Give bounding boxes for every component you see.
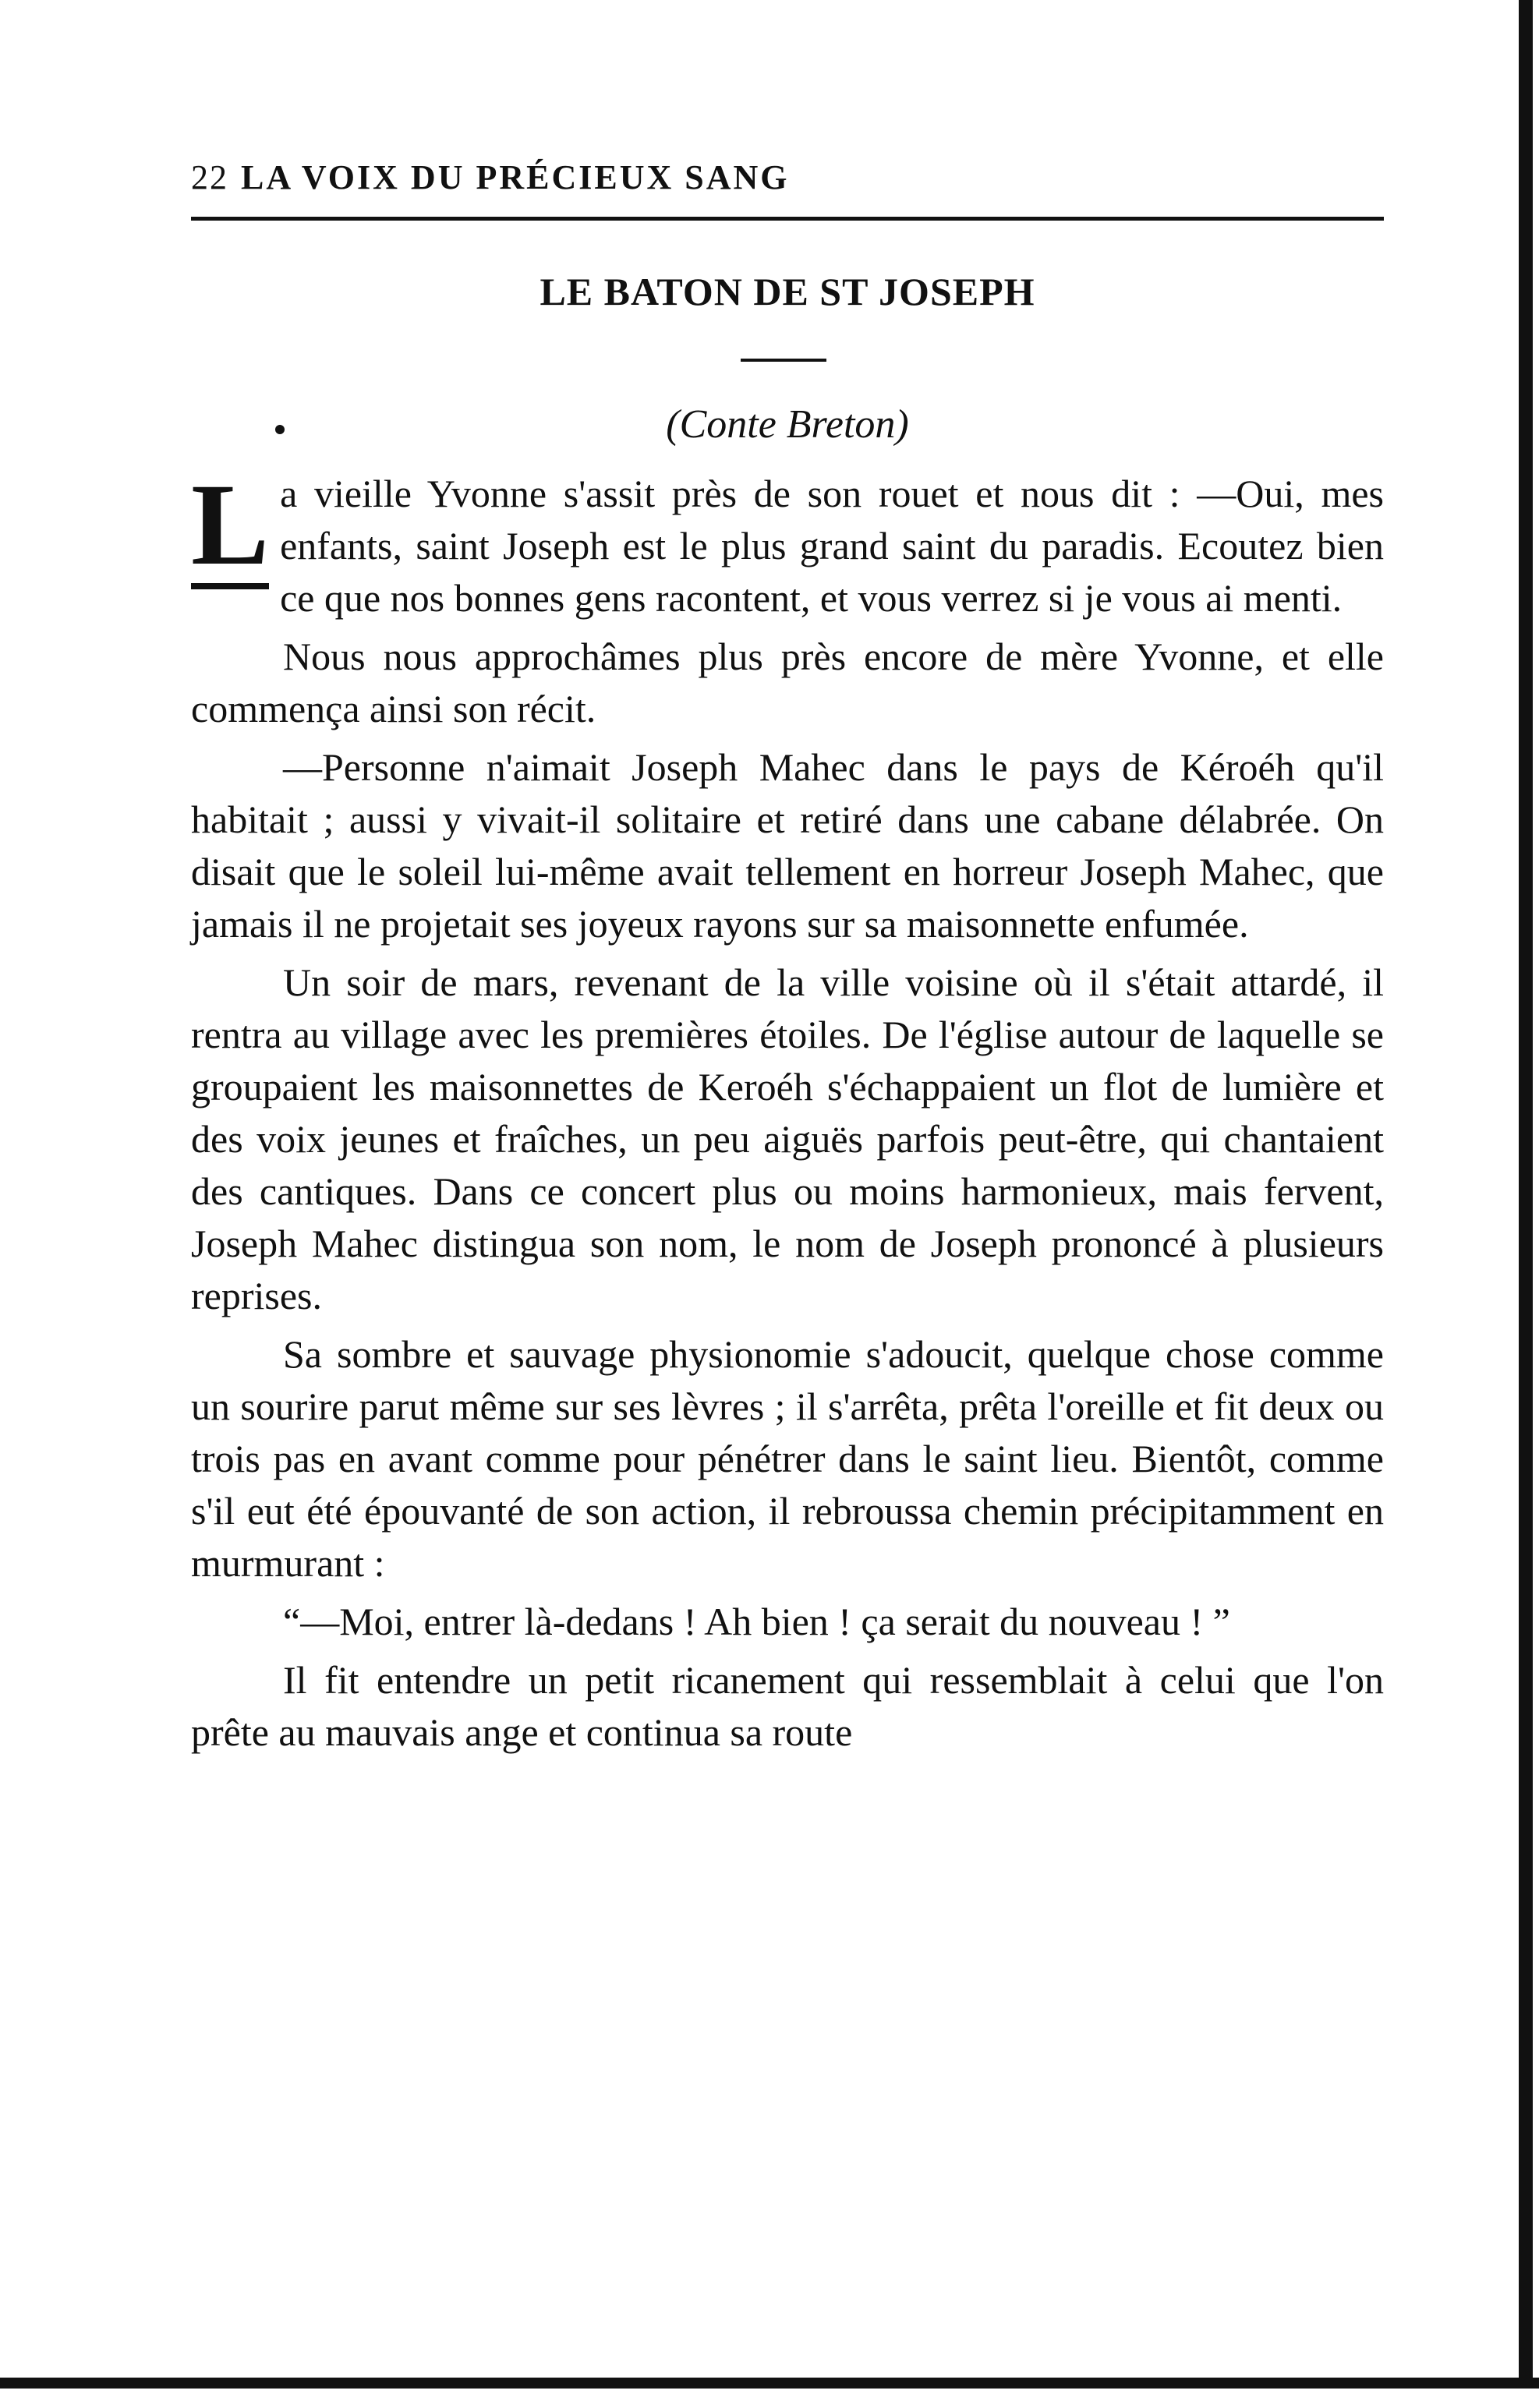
story-title: LE BATON DE ST JOSEPH [540,270,1035,313]
paragraph [191,460,1384,624]
paragraph: Il fit entendre un petit ricanement qui ressemblait à celui que l'on prête au mauvais ange et continua sa route [191,1658,1384,1754]
header-rule [191,217,1384,221]
paragraph: Un soir de mars, revenant de la ville voisine où il s'était attardé, il rentra au village avec les premières étoiles. De l'église autour de laquelle se groupaient les maisonnettes de Keroéh s'échappaient un flot de lumière et des voix jeunes et fraîches, un peu aiguës parfois peut-être, qui chantaient des cantiques. Dans ce concert plus ou moins harmonieux, mais fervent, Joseph Mahec distingua son nom, le nom de Joseph prononcé à plusieurs reprises. [191,960,1384,1317]
paragraph: —Personne n'aimait Joseph Mahec dans le pays de Kéroéh qu'il habitait ; aussi y vivait-il solitaire et retiré dans une cabane délabrée. On disait que le soleil lui-même avait tellement en horreur Joseph Mahec, que jamais il ne projetait ses joyeux rayons sur sa maisonnette enfumée. [191,745,1384,946]
running-title: LA VOIX DU PRÉCIEUX SANG [241,158,790,196]
scan-bottom-border [0,2378,1539,2389]
title-rule [741,359,826,362]
paragraph-text: a vieille Yvonne s'assit près de son rouet et nous dit : —Oui, mes enfants, saint Joseph est le plus grand saint du paradis. Ecoutez bien ce que nos bonnes gens racontent, et vous verrez si je vous ai menti. [280,472,1384,620]
paragraph: Nous nous approchâmes plus près encore de mère Yvonne, et elle commença ainsi son récit. [191,635,1384,730]
page-number: 22 [191,158,228,196]
scan-right-border [1519,0,1533,2389]
story-body [191,460,1384,1765]
page-header [191,133,1384,195]
story-subtitle: (Conte Breton) [666,402,909,447]
paragraph: Sa sombre et sauvage physionomie s'adoucit, quelque chose comme un sourire parut même sur ses lèvres ; il s'arrêta, prêta l'oreille et fit deux ou trois pas en avant comme pour pénétrer dans le saint lieu. Bientôt, comme s'il eut été épouvanté de son action, il rebroussa chemin précipitamment en murmurant : [191,1332,1384,1585]
drop-cap: L [191,460,270,589]
paragraph: “—Moi, entrer là-dedans ! Ah bien ! ça serait du nouveau ! ” [283,1600,1230,1643]
